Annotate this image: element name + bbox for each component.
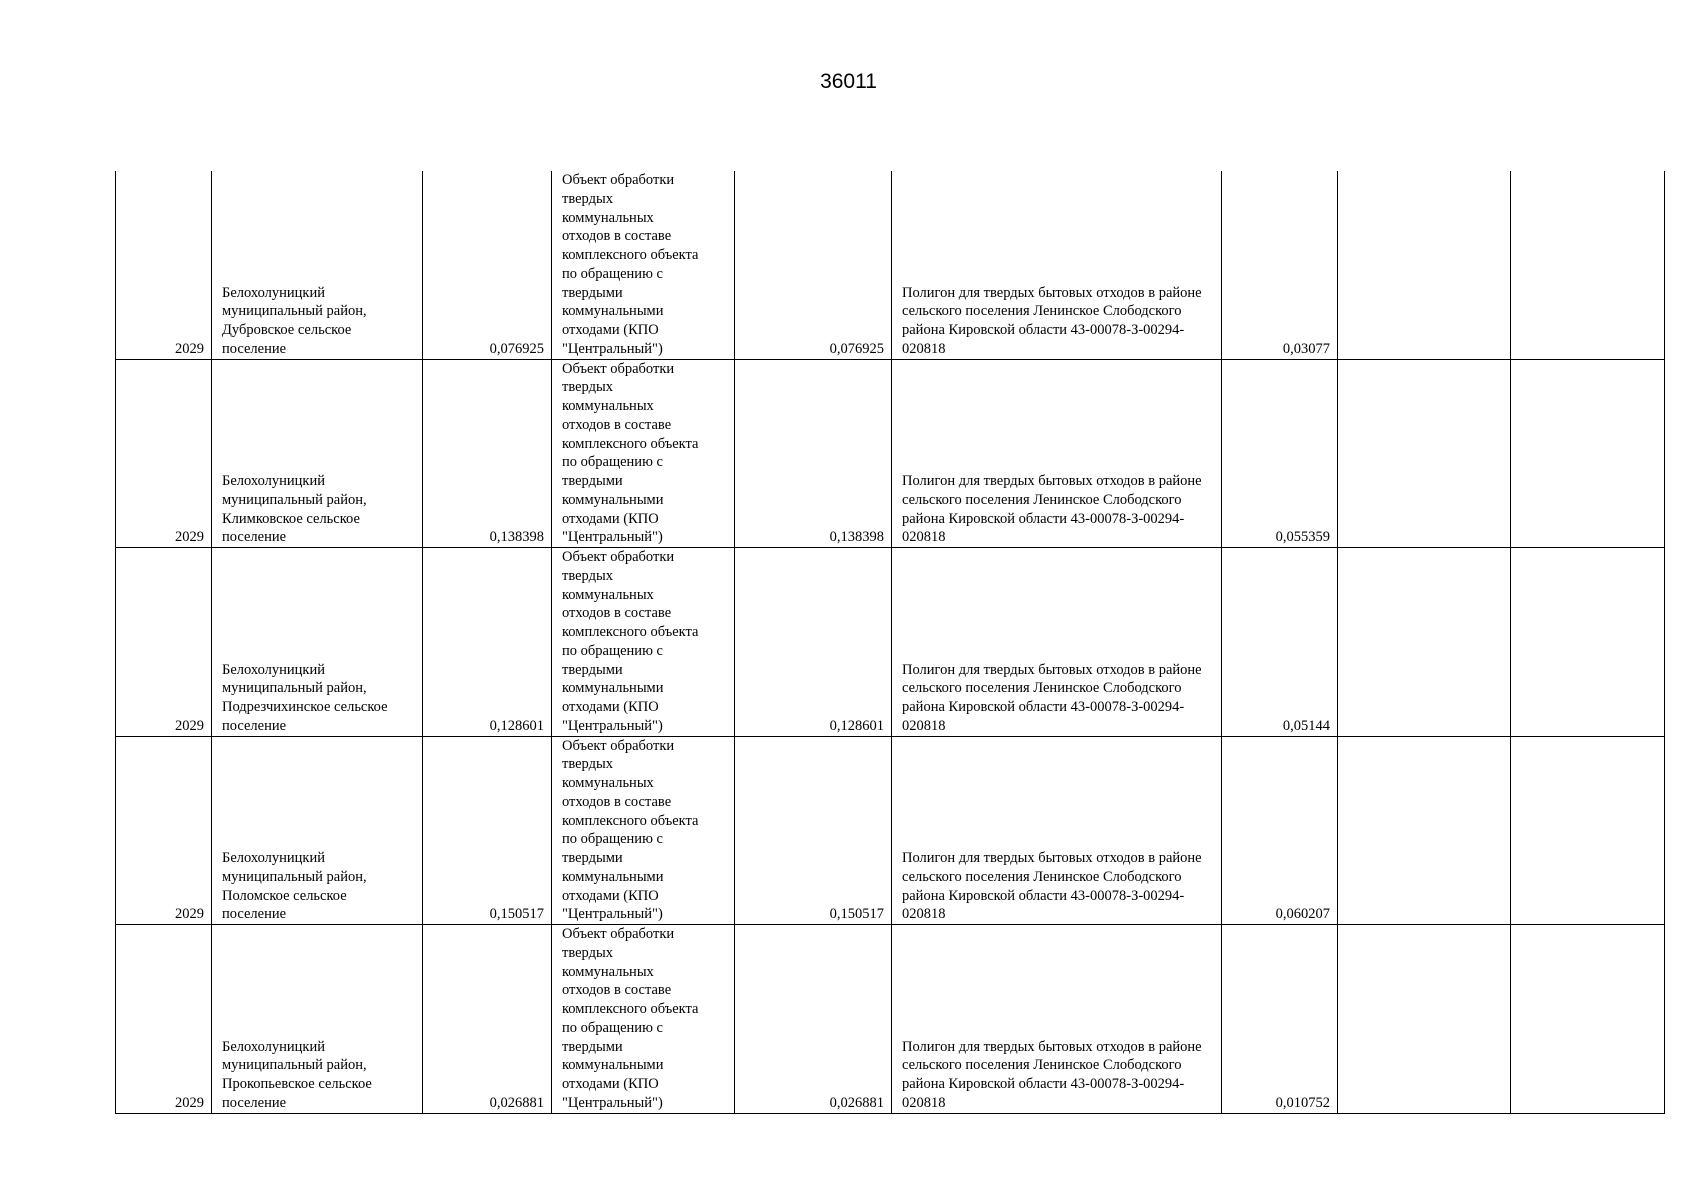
amount-cell: 0,150517	[423, 736, 552, 925]
object-cell: Объект обработки твердых коммунальных отходов в составе комплексного объекта по обращению с твердыми коммунальными отходами (КПО "Центральный")	[552, 359, 735, 548]
empty-cell	[1338, 548, 1511, 737]
waste-flow-table	[115, 171, 1665, 1114]
territory-cell: Белохолуницкий муниципальный район, Подрезчихинское сельское поселение	[212, 548, 423, 737]
year-cell: 2029	[116, 925, 212, 1114]
object-cell: Объект обработки твердых коммунальных отходов в составе комплексного объекта по обращению с твердыми коммунальными отходами (КПО "Центральный")	[552, 171, 735, 359]
disposal-cell: Полигон для твердых бытовых отходов в районе сельского поселения Ленинское Слободского района Кировской области 43-00078-З-00294-020818	[892, 548, 1222, 737]
empty-cell	[1511, 359, 1665, 548]
object-amount-cell: 0,026881	[735, 925, 892, 1114]
year-cell: 2029	[116, 548, 212, 737]
disposal-amount-cell: 0,060207	[1222, 736, 1338, 925]
page-number: 36011	[820, 70, 877, 93]
table-row	[116, 548, 1665, 737]
disposal-cell: Полигон для твердых бытовых отходов в районе сельского поселения Ленинское Слободского района Кировской области 43-00078-З-00294-020818	[892, 171, 1222, 359]
object-amount-cell: 0,076925	[735, 171, 892, 359]
disposal-amount-cell: 0,010752	[1222, 925, 1338, 1114]
object-amount-cell: 0,128601	[735, 548, 892, 737]
territory-cell: Белохолуницкий муниципальный район, Прокопьевское сельское поселение	[212, 925, 423, 1114]
disposal-amount-cell: 0,055359	[1222, 359, 1338, 548]
table-row	[116, 171, 1665, 359]
object-cell: Объект обработки твердых коммунальных отходов в составе комплексного объекта по обращению с твердыми коммунальными отходами (КПО "Центральный")	[552, 736, 735, 925]
empty-cell	[1511, 736, 1665, 925]
disposal-amount-cell: 0,03077	[1222, 171, 1338, 359]
table-row	[116, 736, 1665, 925]
empty-cell	[1511, 548, 1665, 737]
territory-cell: Белохолуницкий муниципальный район, Климковское сельское поселение	[212, 359, 423, 548]
object-amount-cell: 0,138398	[735, 359, 892, 548]
object-cell: Объект обработки твердых коммунальных отходов в составе комплексного объекта по обращению с твердыми коммунальными отходами (КПО "Центральный")	[552, 548, 735, 737]
disposal-cell: Полигон для твердых бытовых отходов в районе сельского поселения Ленинское Слободского района Кировской области 43-00078-З-00294-020818	[892, 359, 1222, 548]
amount-cell: 0,076925	[423, 171, 552, 359]
empty-cell	[1511, 925, 1665, 1114]
empty-cell	[1338, 736, 1511, 925]
table-row	[116, 925, 1665, 1114]
year-cell: 2029	[116, 359, 212, 548]
disposal-cell: Полигон для твердых бытовых отходов в районе сельского поселения Ленинское Слободского района Кировской области 43-00078-З-00294-020818	[892, 736, 1222, 925]
disposal-amount-cell: 0,05144	[1222, 548, 1338, 737]
empty-cell	[1338, 171, 1511, 359]
amount-cell: 0,128601	[423, 548, 552, 737]
object-amount-cell: 0,150517	[735, 736, 892, 925]
territory-cell: Белохолуницкий муниципальный район, Дубровское сельское поселение	[212, 171, 423, 359]
year-cell: 2029	[116, 736, 212, 925]
empty-cell	[1338, 359, 1511, 548]
disposal-cell: Полигон для твердых бытовых отходов в районе сельского поселения Ленинское Слободского района Кировской области 43-00078-З-00294-020818	[892, 925, 1222, 1114]
empty-cell	[1511, 171, 1665, 359]
object-cell: Объект обработки твердых коммунальных отходов в составе комплексного объекта по обращению с твердыми коммунальными отходами (КПО "Центральный")	[552, 925, 735, 1114]
table-row	[116, 359, 1665, 548]
empty-cell	[1338, 925, 1511, 1114]
amount-cell: 0,026881	[423, 925, 552, 1114]
year-cell: 2029	[116, 171, 212, 359]
amount-cell: 0,138398	[423, 359, 552, 548]
territory-cell: Белохолуницкий муниципальный район, Поломское сельское поселение	[212, 736, 423, 925]
